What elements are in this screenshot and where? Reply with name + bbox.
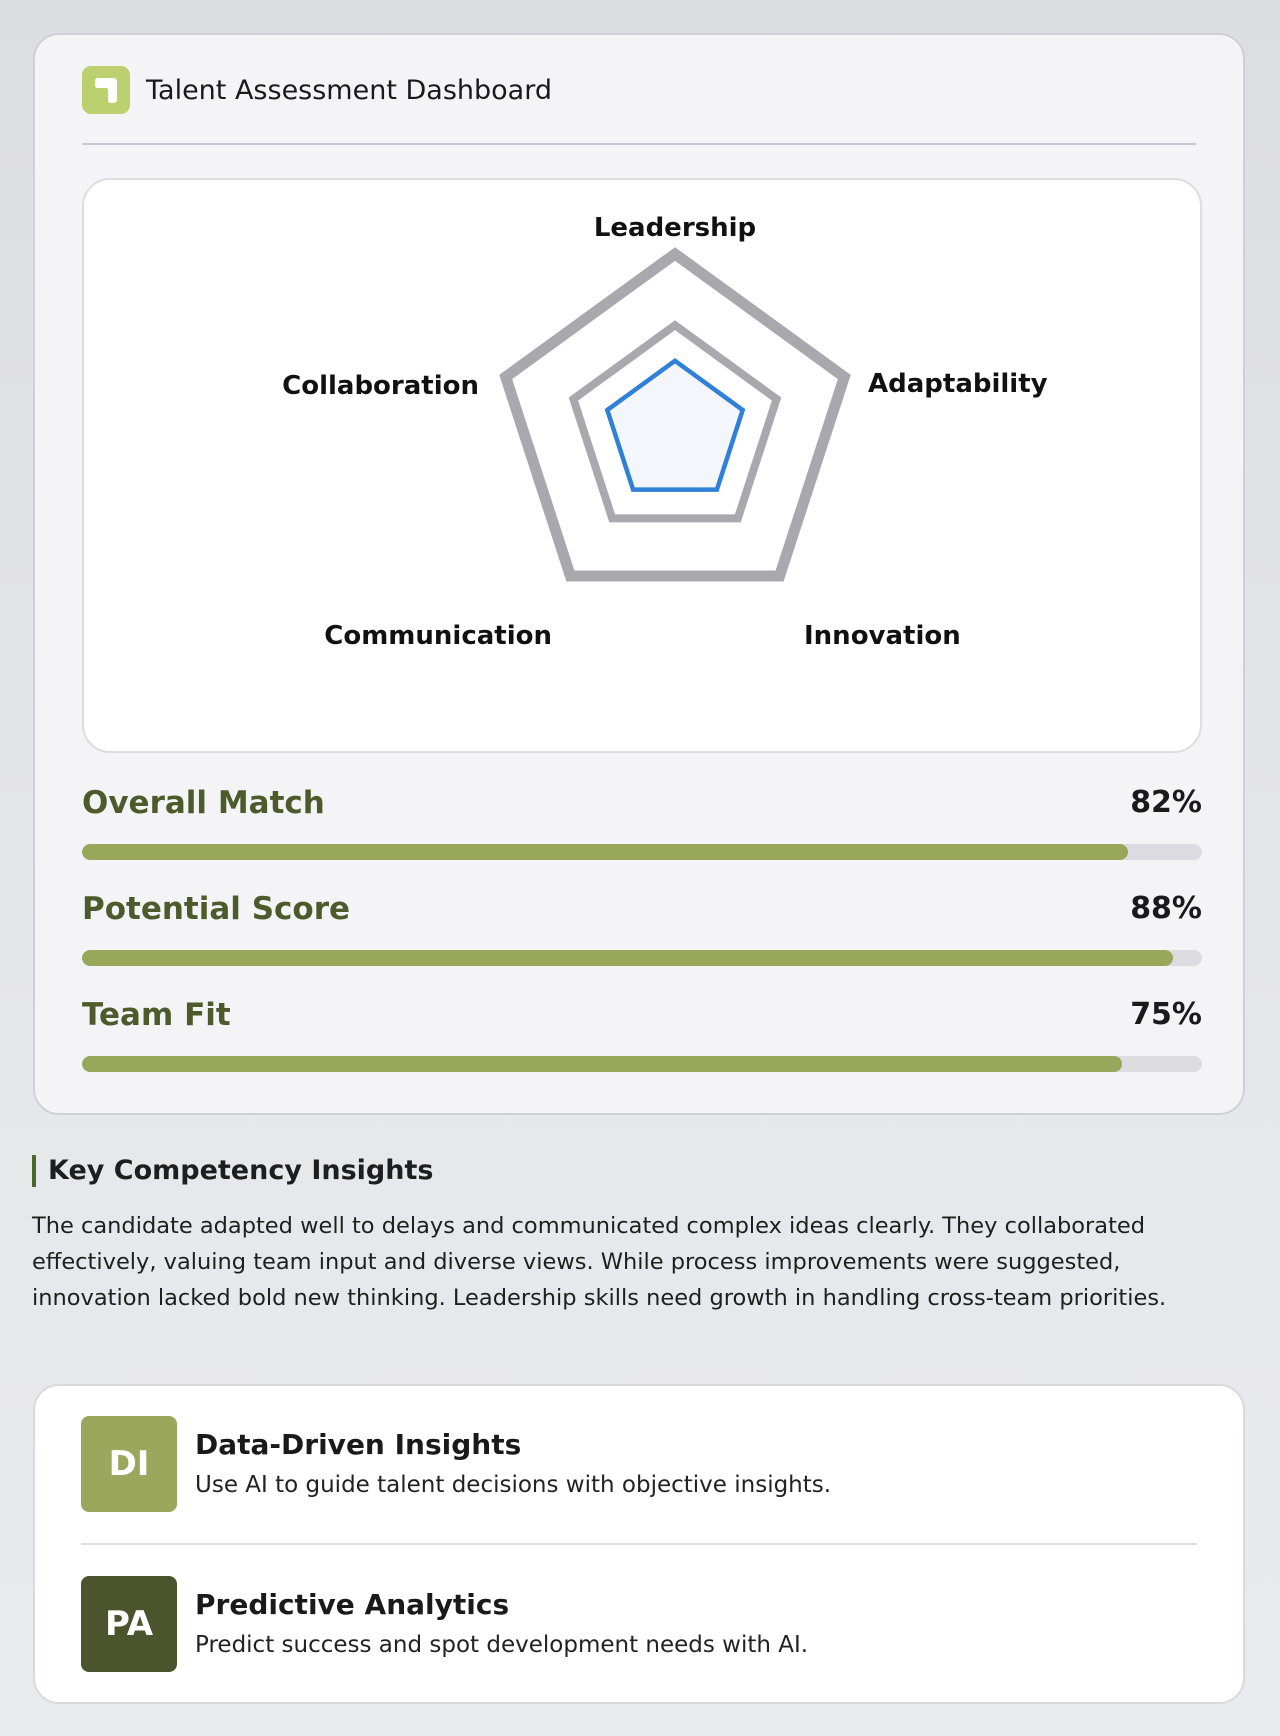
metric-team-fit: [82, 997, 1202, 1077]
feature-description: Use AI to guide talent decisions with objective insights.: [195, 1472, 832, 1498]
features-card: [33, 1384, 1245, 1704]
feature-title: Predictive Analytics: [195, 1588, 510, 1621]
axis-label-communication: Communication: [324, 621, 552, 651]
metric-label: Team Fit: [82, 997, 231, 1033]
metric-value: 88%: [1130, 891, 1202, 926]
app-logo-icon: [82, 66, 130, 114]
metric-label: Potential Score: [82, 891, 351, 927]
dashboard-header: [82, 66, 1196, 116]
progress-track: [82, 950, 1202, 966]
metric-potential-score: [82, 891, 1202, 971]
radar-series-candidate: [607, 361, 742, 490]
axis-label-collaboration: Collaboration: [282, 371, 479, 401]
feature-description: Predict success and spot development needs with AI.: [195, 1632, 809, 1658]
metric-label: Overall Match: [82, 785, 325, 821]
metric-value: 75%: [1130, 997, 1202, 1032]
progress-track: [82, 1056, 1202, 1072]
progress-fill: [82, 1056, 1122, 1072]
axis-label-innovation: Innovation: [804, 621, 961, 651]
metric-overall-match: [82, 785, 1202, 865]
feature-title: Data-Driven Insights: [195, 1428, 522, 1461]
axis-label-adaptability: Adaptability: [868, 369, 1048, 399]
feature-badge: PA: [81, 1576, 177, 1672]
radar-chart-panel: [82, 178, 1202, 753]
radar-chart: [84, 180, 1200, 751]
progress-track: [82, 844, 1202, 860]
metric-value: 82%: [1130, 785, 1202, 820]
assessment-card: [33, 33, 1245, 1115]
axis-label-leadership: Leadership: [593, 213, 757, 243]
insights-heading: Key Competency Insights: [32, 1155, 433, 1187]
page-title: Talent Assessment Dashboard: [146, 75, 552, 106]
insights-text: The candidate adapted well to delays and communicated complex ideas clearly. They collaborated effectively, valuing team input and diverse views. While process improvements were suggested, innovation lacked bold new thinking. Leadership skills need growth in handling cross-team priorities.: [32, 1213, 1167, 1311]
progress-fill: [82, 844, 1128, 860]
progress-fill: [82, 950, 1173, 966]
feature-predictive-analytics: [81, 1576, 1197, 1676]
feature-badge: DI: [81, 1416, 177, 1512]
header-divider: [82, 143, 1196, 145]
feature-data-driven-insights: [81, 1416, 1197, 1516]
feature-divider: [81, 1543, 1197, 1545]
